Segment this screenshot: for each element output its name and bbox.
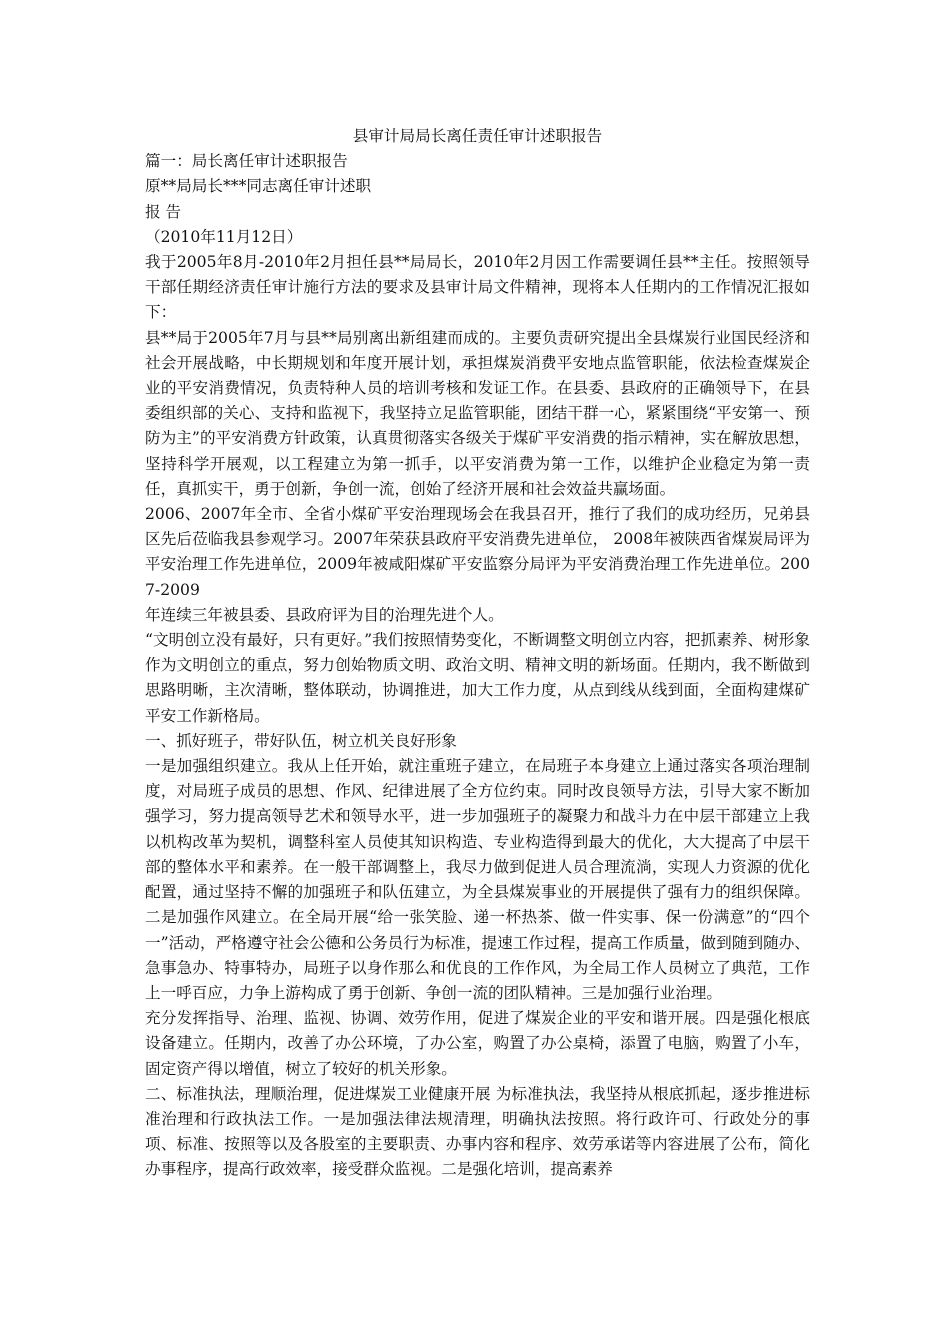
paragraph: 一是加强组织建立。我从上任开始，就注重班子建立，在局班子本身建立上通过落实各项治理制度，对局班子成员的思想、作风、纪律进展了全方位约束。同时改良领导方法，引导大家不断加强学习，努力提高领导艺术和领导水平，进一步加强班子的凝聚力和战斗力在中层干部建立上我以机构改革为契机，调整科室人员使其知识构造、专业构造得到最大的优化，大大提高了中层干部的整体水平和素养。在一般干部调整上，我尽力做到促进人员合理流淌，实现人力资源的优化配置，通过坚持不懈的加强班子和队伍建立，为全县煤炭事业的开展提供了强有力的组织保障。二是加强作风建立。在全局开展“给一张笑脸、递一杯热茶、做一件实事、保一份满意”的“四个一”活动，严格遵守社会公德和公务员行为标准，提速工作过程，提高工作质量，做到随到随办、急事急办、特事特办，局班子以身作那么和优良的工作作风，为全局工作人员树立了典范，工作上一呼百应，力争上游构成了勇于创新、争创一流的团队精神。三是加强行业治理。	[145, 757, 810, 1002]
document-title: 县审计局局长离任责任审计述职报告	[352, 127, 603, 145]
paragraph: 二、标准执法，理顺治理，促进煤炭工业健康开展 为标准执法，我坚持从根底抓起，逐步推进标准治理和行政执法工作。一是加强法律法规清理，明确执法按照。将行政许可、行政处分的事项、标准、按照等以及各股室的主要职责、办事内容和程序、效劳承诺等内容进展了公布，简化办事程序，提高行政效率，接受群众监视。二是强化培训，提高素养	[145, 1084, 810, 1179]
paragraph: “文明创立没有最好，只有更好。”我们按照情势变化，不断调整文明创立内容，把抓素养、树形象作为文明创立的重点，努力创始物质文明、政治文明、精神文明的新场面。任期内，我不断做到思路明晰，主次清晰，整体联动，协调推进，加大工作力度，从点到线从线到面，全面构建煤矿平安工作新格局。	[145, 631, 810, 725]
section-heading: 一、抓好班子，带好队伍，树立机关良好形象	[145, 731, 457, 750]
paragraph: 我于2005年8月-2010年2月担任县**局局长，2010年2月因工作需要调任县**主任。按照领导干部任期经济责任审计施行方法的要求及县审计局文件精神，现将本人任期内的工作情况汇报如下：	[145, 253, 810, 322]
paragraph: （2010年11月12日）	[145, 227, 303, 246]
paragraph: 充分发挥指导、治理、监视、协调、效劳作用，促进了煤炭企业的平安和谐开展。四是强化根底设备建立。任期内，改善了办公环境，了办公室，购置了办公桌椅，添置了电脑，购置了小车，固定资产得以增值，树立了较好的机关形象。	[145, 1009, 810, 1078]
document-page	[145, 124, 810, 1183]
paragraph: 2006、2007年全市、全省小煤矿平安治理现场会在我县召开，推行了我们的成功经历，兄弟县区先后莅临我县参观学习。2007年荣获县政府平安消费先进单位， 2008年被陕西省煤炭局评为平安治理工作先进单位，2009年被咸阳煤矿平安监察分局评为平安消费治理工作先进单位。2007-2009	[145, 505, 810, 599]
paragraph: 报 告	[145, 202, 182, 221]
paragraph: 篇一：局长离任审计述职报告	[145, 152, 348, 171]
paragraph: 原**局局长***同志离任审计述职	[145, 177, 372, 196]
paragraph: 县**局于2005年7月与县**局别离出新组建而成的。主要负责研究提出全县煤炭行业国民经济和社会开展战略，中长期规划和年度开展计划，承担煤炭消费平安地点监管职能，依法检查煤炭企业的平安消费情况，负责特种人员的培训考核和发证工作。在县委、县政府的正确领导下，在县委组织部的关心、支持和监视下，我坚持立足监管职能，团结干群一心，紧紧围绕“平安第一、预防为主”的平安消费方针政策，认真贯彻落实各级关于煤矿平安消费的指示精神，实在解放思想，坚持科学开展观，以工程建立为第一抓手，以平安消费为第一工作，以维护企业稳定为第一责任，真抓实干，勇于创新，争创一流，创始了经济开展和社会效益共赢场面。	[145, 328, 810, 498]
paragraph: 年连续三年被县委、县政府评为目的治理先进个人。	[145, 605, 504, 624]
